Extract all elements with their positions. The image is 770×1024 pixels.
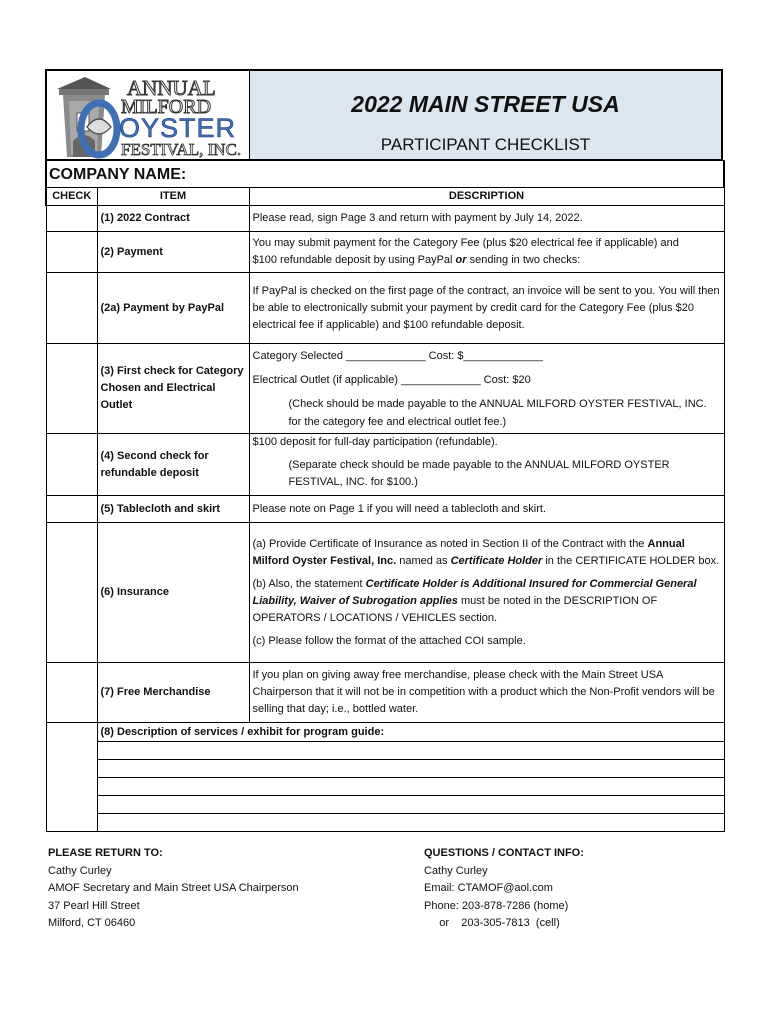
check-box-first-check[interactable] (46, 344, 97, 434)
check-box-tablecloth[interactable] (46, 496, 97, 523)
check-box-second-check[interactable] (46, 434, 97, 496)
check-box-payment[interactable] (46, 232, 97, 273)
return-street: 37 Pearl Hill Street (48, 899, 140, 912)
insurance-a-festival-name: Annual Milford Oyster Festival, Inc. (252, 537, 685, 567)
insurance-b-section-note: must be noted in the DESCRIPTION OF OPERATORS / LOCATIONS / VEHICLES section. (252, 594, 658, 624)
services-blank-line[interactable] (97, 760, 724, 778)
insurance-a-text: (a) Provide Certificate of Insurance as noted in Section II of the Contract with the (252, 537, 645, 550)
return-city: Milford, CT 06460 (48, 917, 136, 929)
insurance-a-named-as: named as (399, 554, 448, 567)
company-name-label: COMPANY NAME: (46, 161, 724, 188)
return-name: Cathy Curley (48, 864, 112, 877)
form-subtitle: PARTICIPANT CHECKLIST (380, 135, 591, 154)
desc-payment-line1: You may submit payment for the Category Fee (plus $20 electrical fee if applicable) and (252, 237, 679, 249)
logo-word-milford: MILFORD (121, 96, 212, 118)
item-tablecloth: (5) Tablecloth and skirt (97, 496, 249, 523)
desc-payment-line2a: $100 refundable deposit by using PayPal (252, 254, 453, 266)
desc-payment-line2b: sending in two checks: (469, 254, 581, 266)
desc-second-check (249, 434, 724, 496)
return-address-block (48, 845, 299, 933)
item-paypal: (2a) Payment by PayPal (97, 273, 249, 344)
item-second-check: (4) Second check for refundable deposit (97, 434, 249, 496)
logo-word-oyster: OYSTER (119, 113, 237, 143)
checklist-table (45, 160, 725, 832)
insurance-part-c: (c) Please follow the format of the attached COI sample. (252, 634, 526, 647)
item-insurance: (6) Insurance (97, 523, 249, 663)
item-services: (8) Description of services / exhibit for program guide: (97, 723, 724, 742)
services-blank-line[interactable] (97, 796, 724, 814)
deposit-line: $100 deposit for full-day participation (refundable). (252, 436, 498, 448)
services-blank-line[interactable] (97, 742, 724, 760)
check-box-merchandise[interactable] (46, 663, 97, 723)
column-header-item: ITEM (97, 188, 249, 206)
desc-contract: Please read, sign Page 3 and return with payment by July 14, 2022. (249, 206, 724, 232)
first-check-payable-note: (Check should be made payable to the ANNUAL MILFORD OYSTER FESTIVAL, INC. for the category fee and electrical outlet fee.) (288, 397, 707, 428)
insurance-part-a (253, 536, 721, 570)
form-title: 2022 MAIN STREET USA (351, 91, 620, 117)
checklist-form (45, 69, 723, 832)
column-header-description: DESCRIPTION (249, 188, 724, 206)
contact-phone-cell: or 203-305-7813 (cell) (424, 917, 560, 929)
column-header-check: CHECK (46, 188, 97, 206)
desc-merchandise: If you plan on giving away free merchandise, please check with the Main Street USA Chairperson that it will not be in competition with a product which the Non-Profit vendors will be selling that day; i.e., bottled water. (249, 663, 724, 723)
logo-word-annual: ANNUAL (127, 76, 216, 100)
contact-phone-home: Phone: 203-878-7286 (home) (424, 899, 569, 912)
item-contract: (1) 2022 Contract (97, 206, 249, 232)
form-header (45, 69, 723, 160)
insurance-a-certificate-holder: Certificate Holder (450, 554, 543, 567)
check-box-insurance[interactable] (46, 523, 97, 663)
contact-name: Cathy Curley (424, 864, 488, 877)
logo-word-festival: FESTIVAL, INC. (121, 140, 242, 159)
insurance-b-text: (b) Also, the statement (252, 577, 363, 590)
desc-insurance (249, 523, 724, 663)
second-check-payable-note: (Separate check should be made payable to the ANNUAL MILFORD OYSTER FESTIVAL, INC. for $100.) (288, 459, 670, 488)
insurance-part-b (253, 576, 721, 627)
insurance-b-statement: Certificate Holder is Additional Insured for Commercial General Liability, Waiver of Subrogation applies (252, 577, 697, 607)
contact-email: Email: CTAMOF@aol.com (424, 882, 553, 894)
desc-tablecloth: Please note on Page 1 if you will need a tablecloth and skirt. (249, 496, 724, 523)
category-cost-line: Category Selected _____________ Cost: $_____________ (252, 349, 544, 362)
insurance-a-box-note: in the CERTIFICATE HOLDER box. (545, 554, 720, 567)
check-box-paypal[interactable] (46, 273, 97, 344)
item-first-check: (3) First check for Category Chosen and Electrical Outlet (97, 344, 249, 434)
desc-payment-or: or (455, 254, 467, 266)
desc-payment (249, 232, 724, 273)
item-payment: (2) Payment (97, 232, 249, 273)
desc-paypal: If PayPal is checked on the first page of the contract, an invoice will be sent to you. You will then be able to electronically submit your payment by credit card for the Category Fee (plus $20 electrical fee if applicable) and $100 refundable deposit. (249, 273, 724, 344)
return-title: AMOF Secretary and Main Street USA Chairperson (48, 882, 299, 894)
title-panel (249, 71, 721, 159)
return-heading: PLEASE RETURN TO: (48, 847, 163, 859)
electrical-outlet-line: Electrical Outlet (if applicable) _____________ Cost: $20 (252, 373, 531, 386)
contact-info-block (424, 845, 584, 933)
check-box-contract[interactable] (46, 206, 97, 232)
desc-first-check (249, 344, 724, 434)
contact-heading: QUESTIONS / CONTACT INFO: (424, 847, 584, 859)
festival-logo (47, 71, 249, 159)
check-box-services[interactable] (46, 723, 97, 832)
item-merchandise: (7) Free Merchandise (97, 663, 249, 723)
services-blank-line[interactable] (97, 814, 724, 832)
services-blank-line[interactable] (97, 778, 724, 796)
